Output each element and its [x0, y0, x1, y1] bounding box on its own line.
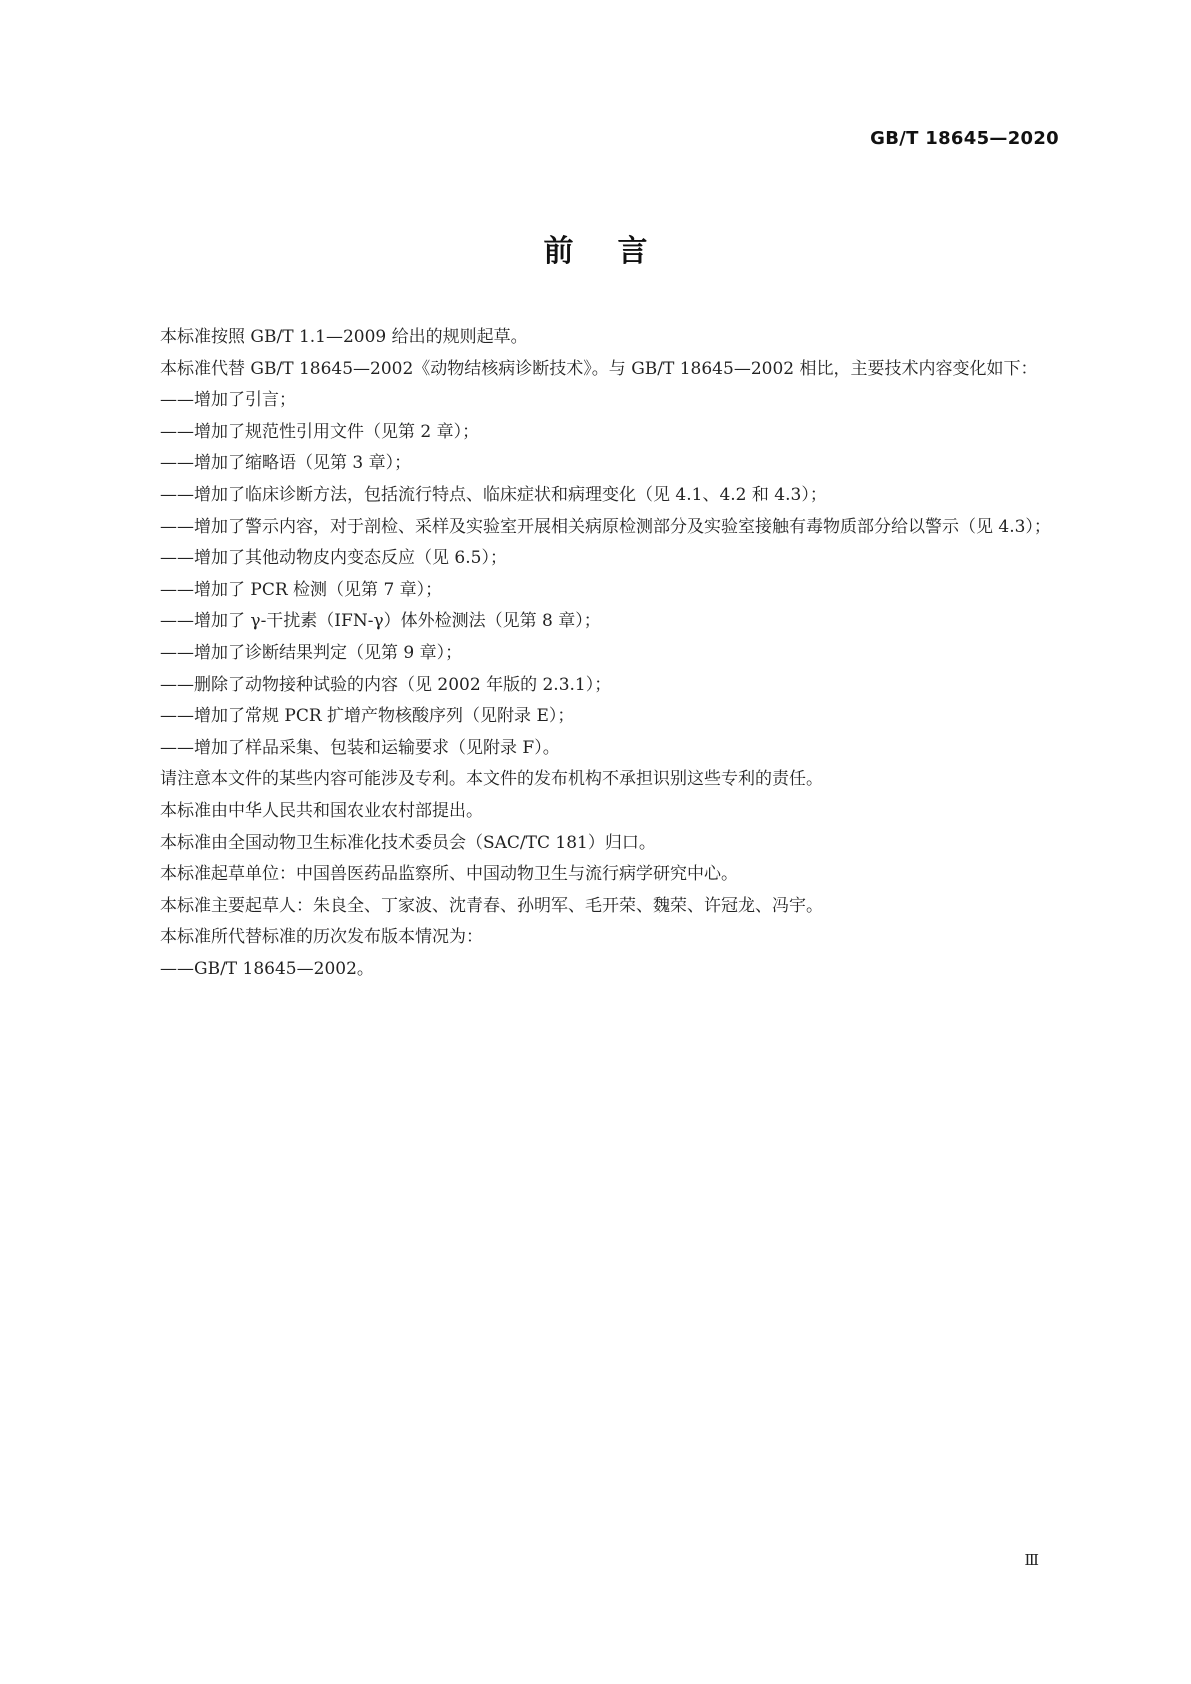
list-item: ——删除了动物接种试验的内容（见 2002 年版的 2.3.1）；	[160, 674, 612, 695]
foreword-body	[126, 322, 1064, 985]
list-item: ——增加了诊断结果判定（见第 9 章）；	[160, 642, 463, 663]
paragraph-history-intro: 本标准所代替标准的历次发布版本情况为：	[160, 927, 483, 948]
list-item: ——增加了 γ-干扰素（IFN-γ）体外检测法（见第 8 章）；	[160, 611, 601, 632]
paragraph-patent-notice: 请注意本文件的某些内容可能涉及专利。本文件的发布机构不承担识别这些专利的责任。	[160, 769, 823, 790]
list-item: ——增加了常规 PCR 扩增产物核酸序列（见附录 E）；	[160, 706, 575, 727]
list-item: ——增加了警示内容，对于剖检、采样及实验室开展相关病原检测部分及实验室接触有毒物质部分给以警示（见 4.3）；	[160, 516, 1051, 537]
list-item: ——增加了 PCR 检测（见第 7 章）；	[160, 579, 443, 600]
list-item: ——增加了缩略语（见第 3 章）；	[160, 453, 412, 474]
page-number: Ⅲ	[1024, 1553, 1039, 1569]
list-item: ——GB/T 18645—2002。	[160, 958, 374, 979]
paragraph-replacement: 本标准代替 GB/T 18645—2002《动物结核病诊断技术》。与 GB/T 18645—2002 相比，主要技术内容变化如下：	[160, 358, 1038, 379]
list-item: ——增加了规范性引用文件（见第 2 章）；	[160, 421, 480, 442]
paragraph-centralized-by: 本标准由全国动物卫生标准化技术委员会（SAC/TC 181）归口。	[160, 832, 656, 853]
standard-code: GB/T 18645—2020	[870, 128, 1059, 149]
list-item: ——增加了引言；	[160, 390, 296, 411]
paragraph-drafters: 本标准主要起草人：朱良全、丁家波、沈青春、孙明军、毛开荣、魏荣、许冠龙、冯宇。	[160, 895, 823, 916]
paragraph-proposer: 本标准由中华人民共和国农业农村部提出。	[160, 800, 483, 821]
list-item: ——增加了样品采集、包装和运输要求（见附录 F）。	[160, 737, 560, 758]
paragraph-drafting-units: 本标准起草单位：中国兽医药品监察所、中国动物卫生与流行病学研究中心。	[160, 864, 738, 885]
list-item: ——增加了临床诊断方法，包括流行特点、临床症状和病理变化（见 4.1、4.2 和 4.3）；	[160, 484, 827, 505]
paragraph-drafting-rules: 本标准按照 GB/T 1.1—2009 给出的规则起草。	[160, 327, 528, 347]
page-title: 前言	[543, 234, 692, 269]
list-item: ——增加了其他动物皮内变态反应（见 6.5）；	[160, 548, 507, 569]
